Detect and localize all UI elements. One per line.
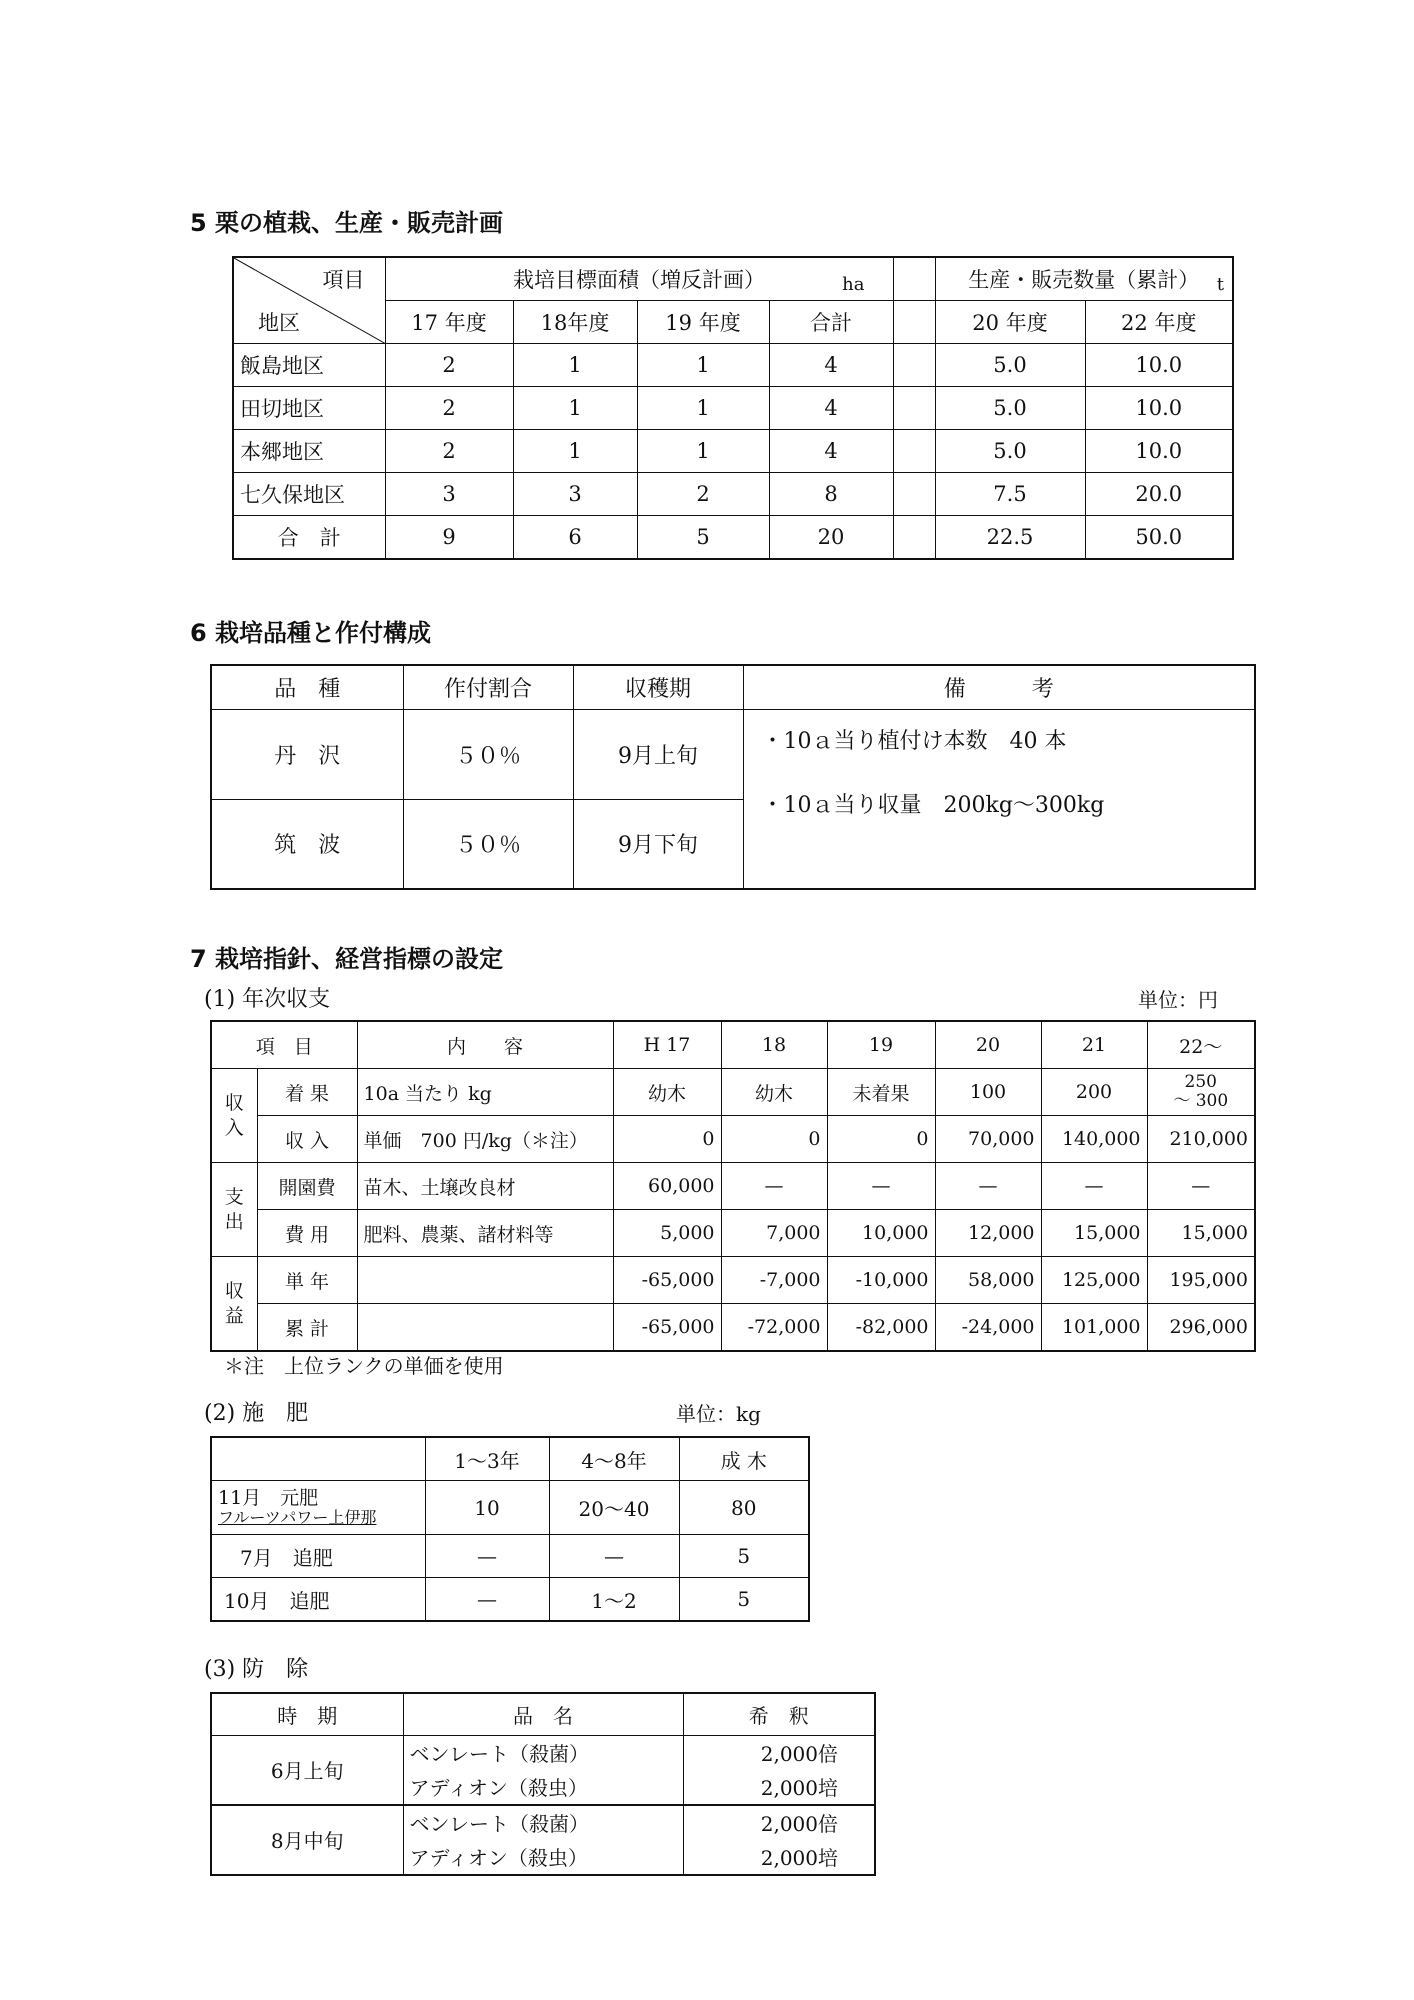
value-cell: 70,000 — [935, 1116, 1041, 1163]
value-cell: 1 — [637, 344, 769, 387]
item-cell: 累 計 — [257, 1304, 357, 1352]
col-header: 備 考 — [743, 665, 1255, 709]
value-cell: -65,000 — [613, 1304, 721, 1352]
value-cell: 10,000 — [827, 1210, 935, 1257]
item-cell: 開園費 — [257, 1163, 357, 1210]
value-cell: -10,000 — [827, 1257, 935, 1304]
value-cell: 0 — [827, 1116, 935, 1163]
sales-unit: t — [1216, 274, 1224, 295]
district-cell: 本郷地区 — [233, 430, 385, 473]
value-cell: 125,000 — [1041, 1257, 1147, 1304]
table-row — [233, 473, 1233, 516]
value-cell: — — [827, 1163, 935, 1210]
gap-cell — [893, 257, 935, 301]
value-cell: 4 — [769, 430, 893, 473]
gap-cell — [893, 387, 935, 430]
variety-cell: 丹 沢 — [211, 709, 403, 799]
item-cell: 単 年 — [257, 1257, 357, 1304]
total-row — [233, 516, 1233, 560]
harvest-cell: 9月下旬 — [573, 799, 743, 889]
value-cell: 1 — [637, 387, 769, 430]
product-cell: アディオン（殺虫） — [403, 1840, 683, 1875]
remark-line: ・10ａ当り収量 200kg〜300kg — [761, 792, 1105, 818]
section6-title: 6 栽培品種と作付構成 — [190, 619, 432, 647]
value-cell: 1〜2 — [549, 1578, 679, 1622]
value-cell: 未着果 — [827, 1069, 935, 1116]
group-char: 収 — [224, 1279, 244, 1302]
annual-balance-table — [210, 1020, 1256, 1352]
item-cell: 着 果 — [257, 1069, 357, 1116]
col-header — [211, 1437, 425, 1481]
value-cell: 1 — [513, 344, 637, 387]
value-cell: 幼木 — [613, 1069, 721, 1116]
value-cell: 200 — [1041, 1069, 1147, 1116]
group-income — [211, 1069, 257, 1163]
value-cell: 2 — [385, 430, 513, 473]
period-cell: 6月上旬 — [211, 1735, 403, 1805]
sub2-title: (2) 施 肥 — [204, 1401, 309, 1426]
item-cell: 収 入 — [257, 1116, 357, 1163]
variety-table — [210, 664, 1256, 890]
value-cell: 4 — [769, 387, 893, 430]
timing-label: 11月 元肥 — [218, 1487, 319, 1510]
value-cell: 15,000 — [1041, 1210, 1147, 1257]
value-cell: 58,000 — [935, 1257, 1041, 1304]
value-cell: 195,000 — [1147, 1257, 1255, 1304]
sub1-unit: 単位：円 — [1138, 988, 1218, 1012]
col-header: 項 目 — [211, 1021, 357, 1069]
section5-title: 5 栗の植栽、生産・販売計画 — [190, 209, 504, 237]
table-row — [211, 1069, 1255, 1116]
col-header: 22 年度 — [1085, 301, 1233, 344]
gap-cell — [893, 430, 935, 473]
product-cell: ベンレート（殺菌） — [403, 1805, 683, 1840]
table-row — [211, 1805, 875, 1840]
value-cell: 50.0 — [1085, 516, 1233, 560]
table-row — [211, 1257, 1255, 1304]
col-header: 18年度 — [513, 301, 637, 344]
col-header: 21 — [1041, 1021, 1147, 1069]
value-cell: 5 — [679, 1578, 809, 1622]
value-cell: 10.0 — [1085, 430, 1233, 473]
value-cell: 6 — [513, 516, 637, 560]
ratio-cell: ５０％ — [403, 709, 573, 799]
value-cell: — — [935, 1163, 1041, 1210]
value-cell: 10 — [425, 1481, 549, 1535]
value-cell: 22.5 — [935, 516, 1085, 560]
value-cell: 15,000 — [1147, 1210, 1255, 1257]
value-cell: -82,000 — [827, 1304, 935, 1352]
sales-group-label: 生産・販売数量（累計） — [968, 268, 1200, 292]
value-cell: 5 — [637, 516, 769, 560]
value-cell: 10.0 — [1085, 387, 1233, 430]
value-cell: 7.5 — [935, 473, 1085, 516]
col-header: H 17 — [613, 1021, 721, 1069]
value-cell: -7,000 — [721, 1257, 827, 1304]
ratio-cell: ５０％ — [403, 799, 573, 889]
dilution-cell: 2,000倍 — [683, 1805, 875, 1840]
col-header: 4〜8年 — [549, 1437, 679, 1481]
district-cell: 合 計 — [233, 516, 385, 560]
district-cell: 飯島地区 — [233, 344, 385, 387]
value-cell: 5.0 — [935, 387, 1085, 430]
timing-cell — [211, 1481, 425, 1535]
group-char: 益 — [224, 1304, 244, 1327]
col-header: 19 — [827, 1021, 935, 1069]
col-header: 作付割合 — [403, 665, 573, 709]
col-header: 20 年度 — [935, 301, 1085, 344]
gap-cell — [893, 473, 935, 516]
fertilizer-table — [210, 1436, 810, 1622]
value-cell: 101,000 — [1041, 1304, 1147, 1352]
area-group-header — [385, 257, 893, 301]
value-cell: 2 — [637, 473, 769, 516]
col-header: 成 木 — [679, 1437, 809, 1481]
content-cell: 肥料、農薬、諸材料等 — [357, 1210, 613, 1257]
value-cell: 10.0 — [1085, 344, 1233, 387]
sub1-title: (1) 年次収支 — [204, 987, 331, 1012]
value-cell: 5.0 — [935, 344, 1085, 387]
table-row — [211, 1735, 875, 1770]
variety-cell: 筑 波 — [211, 799, 403, 889]
planting-plan-table — [232, 256, 1234, 560]
gap-cell — [893, 516, 935, 560]
harvest-cell: 9月上旬 — [573, 709, 743, 799]
section7-title: 7 栽培指針、経営指標の設定 — [190, 945, 504, 973]
col-header: 合計 — [769, 301, 893, 344]
group-char: 出 — [224, 1210, 244, 1233]
group-char: 収 — [224, 1091, 244, 1114]
col-header: 18 — [721, 1021, 827, 1069]
table-row — [211, 1535, 809, 1578]
col-header: 17 年度 — [385, 301, 513, 344]
group-expense — [211, 1163, 257, 1257]
col-header: 希 釈 — [683, 1693, 875, 1735]
timing-cell: 7月 追肥 — [211, 1535, 425, 1578]
district-cell: 七久保地区 — [233, 473, 385, 516]
value-cell — [1147, 1069, 1255, 1116]
value-cell: 296,000 — [1147, 1304, 1255, 1352]
value-cell: 8 — [769, 473, 893, 516]
gap-cell — [893, 301, 935, 344]
district-header: 地区 — [258, 311, 300, 335]
value-cell: 20 — [769, 516, 893, 560]
value-cell: 9 — [385, 516, 513, 560]
value-cell: 80 — [679, 1481, 809, 1535]
content-cell: 10a 当たり kg — [357, 1069, 613, 1116]
value-cell: 60,000 — [613, 1163, 721, 1210]
dilution-cell: 2,000培 — [683, 1840, 875, 1875]
item-header: 項目 — [322, 268, 365, 292]
value-cell: 1 — [513, 387, 637, 430]
value-cell: 3 — [385, 473, 513, 516]
area-unit: ha — [842, 274, 865, 295]
value-cell: 7,000 — [721, 1210, 827, 1257]
table-row — [211, 709, 1255, 799]
value-cell: -72,000 — [721, 1304, 827, 1352]
content-cell: 単価 700 円/kg（＊注） — [357, 1116, 613, 1163]
timing-cell: 10月 追肥 — [211, 1578, 425, 1622]
col-header: 時 期 — [211, 1693, 403, 1735]
value-cell: — — [721, 1163, 827, 1210]
value-cell: 5,000 — [613, 1210, 721, 1257]
table-row — [233, 344, 1233, 387]
remarks-cell — [743, 709, 1255, 889]
table-row — [233, 430, 1233, 473]
table-row — [211, 1304, 1255, 1352]
value-line: 250 — [1184, 1072, 1217, 1093]
value-cell: -65,000 — [613, 1257, 721, 1304]
product-cell: ベンレート（殺菌） — [403, 1735, 683, 1770]
col-header: 収穫期 — [573, 665, 743, 709]
table-row — [211, 1163, 1255, 1210]
col-header: 22〜 — [1147, 1021, 1255, 1069]
table-row — [233, 387, 1233, 430]
dilution-cell: 2,000倍 — [683, 1735, 875, 1770]
value-cell: -24,000 — [935, 1304, 1041, 1352]
pest-control-table — [210, 1692, 876, 1876]
content-cell — [357, 1304, 613, 1352]
value-cell: 5.0 — [935, 430, 1085, 473]
value-cell: 20.0 — [1085, 473, 1233, 516]
value-cell: 0 — [721, 1116, 827, 1163]
col-header: 品 名 — [403, 1693, 683, 1735]
item-cell: 費 用 — [257, 1210, 357, 1257]
product-label: フルーツパワー上伊那 — [218, 1508, 377, 1528]
group-char: 支 — [224, 1185, 244, 1208]
content-cell — [357, 1257, 613, 1304]
value-cell: 1 — [637, 430, 769, 473]
sub3-title: (3) 防 除 — [204, 1657, 309, 1682]
value-cell: 210,000 — [1147, 1116, 1255, 1163]
sub1-note: ＊注 上位ランクの単価を使用 — [224, 1354, 504, 1378]
sub2-unit: 単位：kg — [676, 1402, 761, 1426]
product-cell: アディオン（殺虫） — [403, 1770, 683, 1805]
period-cell: 8月中旬 — [211, 1805, 403, 1875]
value-cell: 140,000 — [1041, 1116, 1147, 1163]
content-cell: 苗木、土壌改良材 — [357, 1163, 613, 1210]
value-cell: — — [425, 1578, 549, 1622]
value-cell: 0 — [613, 1116, 721, 1163]
value-cell: 幼木 — [721, 1069, 827, 1116]
remark-line: ・10ａ当り植付け本数 40 本 — [761, 728, 1067, 754]
group-char: 入 — [224, 1116, 244, 1139]
col-header: 1〜3年 — [425, 1437, 549, 1481]
value-cell: — — [549, 1535, 679, 1578]
value-cell: 3 — [513, 473, 637, 516]
group-profit — [211, 1257, 257, 1352]
sales-group-header — [935, 257, 1233, 301]
col-header: 19 年度 — [637, 301, 769, 344]
value-cell: 4 — [769, 344, 893, 387]
col-header: 品 種 — [211, 665, 403, 709]
area-group-label: 栽培目標面積（増反計画） — [513, 268, 765, 292]
table-row — [211, 1481, 809, 1535]
value-cell: — — [425, 1535, 549, 1578]
value-cell: 2 — [385, 387, 513, 430]
table-row — [211, 1578, 809, 1622]
value-cell: 1 — [513, 430, 637, 473]
gap-cell — [893, 344, 935, 387]
value-cell: 5 — [679, 1535, 809, 1578]
table-row — [211, 1210, 1255, 1257]
value-cell: 100 — [935, 1069, 1041, 1116]
value-cell: 2 — [385, 344, 513, 387]
header-diagonal-cell — [233, 257, 385, 344]
table-row — [211, 1116, 1255, 1163]
value-cell: — — [1041, 1163, 1147, 1210]
district-cell: 田切地区 — [233, 387, 385, 430]
dilution-cell: 2,000培 — [683, 1770, 875, 1805]
value-cell: 20〜40 — [549, 1481, 679, 1535]
value-cell: 12,000 — [935, 1210, 1041, 1257]
value-line: 〜 300 — [1173, 1090, 1229, 1111]
col-header: 内 容 — [357, 1021, 613, 1069]
value-cell: — — [1147, 1163, 1255, 1210]
col-header: 20 — [935, 1021, 1041, 1069]
